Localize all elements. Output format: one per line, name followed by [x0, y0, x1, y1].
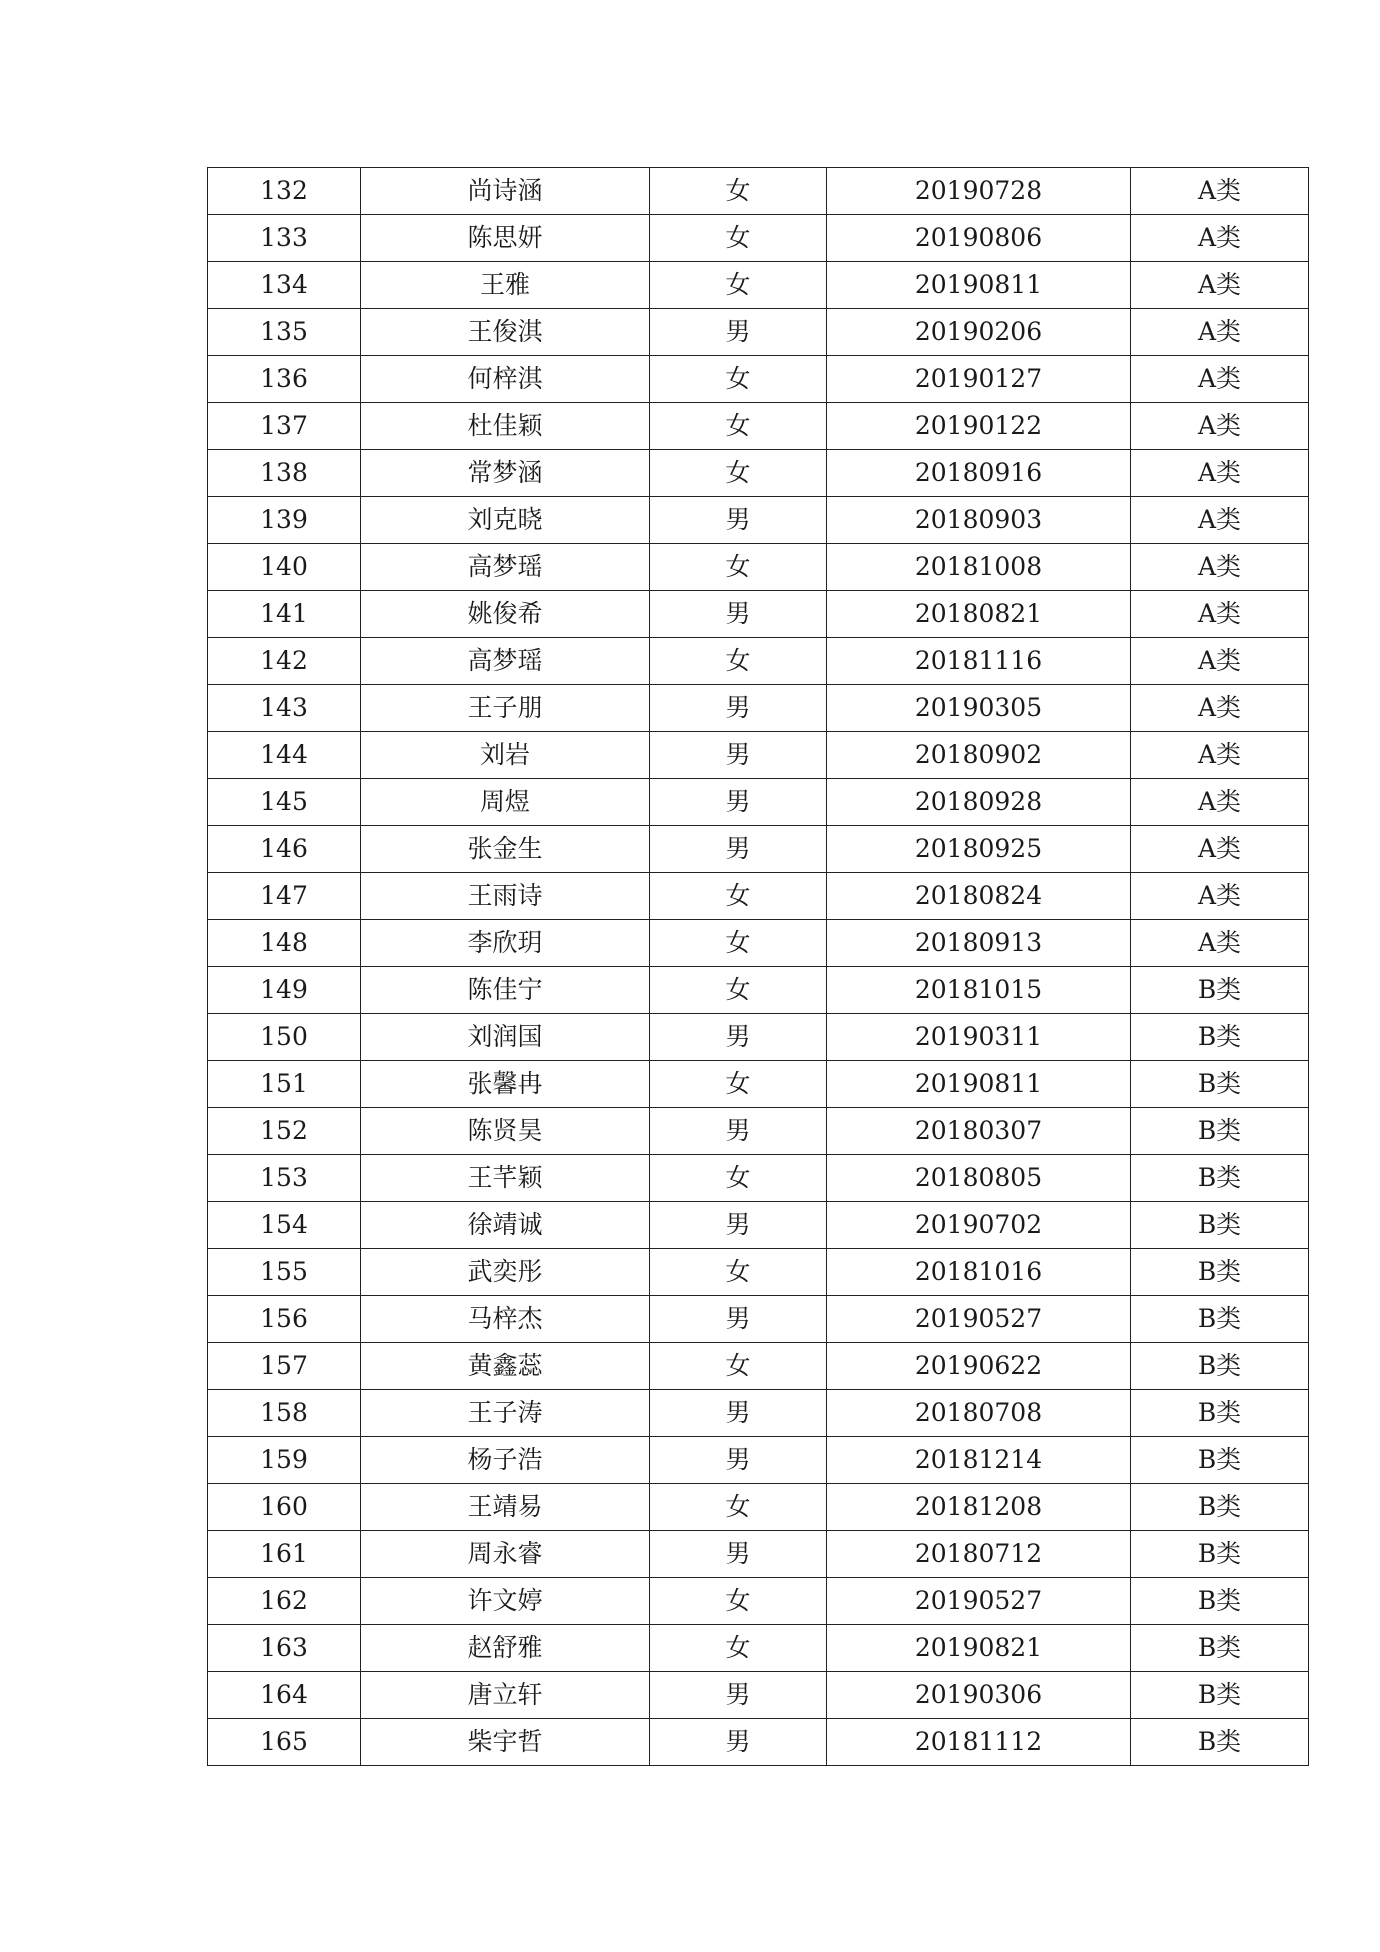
gender-cell: 男	[650, 685, 827, 732]
row-number-cell: 141	[208, 591, 361, 638]
name-cell: 王雨诗	[361, 873, 650, 920]
row-number-cell: 159	[208, 1437, 361, 1484]
row-number-cell: 157	[208, 1343, 361, 1390]
category-cell: A类	[1131, 685, 1309, 732]
category-cell: B类	[1131, 1061, 1309, 1108]
row-number-cell: 140	[208, 544, 361, 591]
row-number-cell: 161	[208, 1531, 361, 1578]
name-cell: 姚俊希	[361, 591, 650, 638]
category-cell: B类	[1131, 1484, 1309, 1531]
table-row	[208, 450, 1309, 497]
name-cell: 刘克晓	[361, 497, 650, 544]
table-row	[208, 497, 1309, 544]
date-cell: 20190306	[827, 1672, 1131, 1719]
gender-cell: 男	[650, 1014, 827, 1061]
roster-table	[207, 167, 1309, 1766]
name-cell: 马梓杰	[361, 1296, 650, 1343]
gender-cell: 女	[650, 1625, 827, 1672]
row-number-cell: 146	[208, 826, 361, 873]
gender-cell: 男	[650, 1390, 827, 1437]
category-cell: B类	[1131, 1672, 1309, 1719]
table-row	[208, 356, 1309, 403]
date-cell: 20181208	[827, 1484, 1131, 1531]
category-cell: B类	[1131, 1108, 1309, 1155]
date-cell: 20181008	[827, 544, 1131, 591]
date-cell: 20180708	[827, 1390, 1131, 1437]
name-cell: 许文婷	[361, 1578, 650, 1625]
name-cell: 王靖易	[361, 1484, 650, 1531]
date-cell: 20190728	[827, 168, 1131, 215]
name-cell: 李欣玥	[361, 920, 650, 967]
category-cell: A类	[1131, 497, 1309, 544]
table-row	[208, 544, 1309, 591]
table-row	[208, 920, 1309, 967]
table-row	[208, 309, 1309, 356]
table-row	[208, 591, 1309, 638]
date-cell: 20180902	[827, 732, 1131, 779]
gender-cell: 男	[650, 826, 827, 873]
gender-cell: 女	[650, 1061, 827, 1108]
category-cell: B类	[1131, 1014, 1309, 1061]
name-cell: 陈思妍	[361, 215, 650, 262]
name-cell: 赵舒雅	[361, 1625, 650, 1672]
name-cell: 唐立轩	[361, 1672, 650, 1719]
date-cell: 20190127	[827, 356, 1131, 403]
category-cell: A类	[1131, 544, 1309, 591]
row-number-cell: 147	[208, 873, 361, 920]
category-cell: B类	[1131, 1296, 1309, 1343]
row-number-cell: 151	[208, 1061, 361, 1108]
table-row	[208, 1108, 1309, 1155]
gender-cell: 女	[650, 1484, 827, 1531]
row-number-cell: 152	[208, 1108, 361, 1155]
table-row	[208, 685, 1309, 732]
table-row	[208, 403, 1309, 450]
gender-cell: 男	[650, 1437, 827, 1484]
name-cell: 陈贤昊	[361, 1108, 650, 1155]
roster-body	[208, 168, 1309, 1766]
row-number-cell: 149	[208, 967, 361, 1014]
category-cell: A类	[1131, 732, 1309, 779]
category-cell: B类	[1131, 1531, 1309, 1578]
gender-cell: 女	[650, 215, 827, 262]
category-cell: B类	[1131, 967, 1309, 1014]
name-cell: 高梦瑶	[361, 638, 650, 685]
date-cell: 20190527	[827, 1578, 1131, 1625]
row-number-cell: 160	[208, 1484, 361, 1531]
category-cell: A类	[1131, 591, 1309, 638]
gender-cell: 女	[650, 1578, 827, 1625]
name-cell: 刘润国	[361, 1014, 650, 1061]
date-cell: 20190622	[827, 1343, 1131, 1390]
gender-cell: 男	[650, 1531, 827, 1578]
name-cell: 王俊淇	[361, 309, 650, 356]
category-cell: A类	[1131, 873, 1309, 920]
date-cell: 20180928	[827, 779, 1131, 826]
row-number-cell: 132	[208, 168, 361, 215]
name-cell: 常梦涵	[361, 450, 650, 497]
date-cell: 20181116	[827, 638, 1131, 685]
date-cell: 20180821	[827, 591, 1131, 638]
date-cell: 20180307	[827, 1108, 1131, 1155]
row-number-cell: 143	[208, 685, 361, 732]
date-cell: 20190806	[827, 215, 1131, 262]
date-cell: 20190527	[827, 1296, 1131, 1343]
date-cell: 20190305	[827, 685, 1131, 732]
table-row	[208, 1672, 1309, 1719]
name-cell: 张金生	[361, 826, 650, 873]
name-cell: 杨子浩	[361, 1437, 650, 1484]
category-cell: A类	[1131, 168, 1309, 215]
category-cell: A类	[1131, 638, 1309, 685]
row-number-cell: 136	[208, 356, 361, 403]
table-row	[208, 1343, 1309, 1390]
category-cell: A类	[1131, 309, 1309, 356]
table-row	[208, 1484, 1309, 1531]
category-cell: A类	[1131, 450, 1309, 497]
category-cell: A类	[1131, 356, 1309, 403]
row-number-cell: 148	[208, 920, 361, 967]
date-cell: 20180903	[827, 497, 1131, 544]
date-cell: 20180913	[827, 920, 1131, 967]
name-cell: 杜佳颖	[361, 403, 650, 450]
table-row	[208, 638, 1309, 685]
gender-cell: 男	[650, 732, 827, 779]
gender-cell: 男	[650, 591, 827, 638]
row-number-cell: 142	[208, 638, 361, 685]
category-cell: B类	[1131, 1578, 1309, 1625]
category-cell: A类	[1131, 403, 1309, 450]
category-cell: A类	[1131, 215, 1309, 262]
category-cell: B类	[1131, 1437, 1309, 1484]
name-cell: 王子朋	[361, 685, 650, 732]
gender-cell: 女	[650, 1155, 827, 1202]
date-cell: 20181112	[827, 1719, 1131, 1766]
name-cell: 陈佳宁	[361, 967, 650, 1014]
gender-cell: 男	[650, 1202, 827, 1249]
table-row	[208, 1202, 1309, 1249]
date-cell: 20190811	[827, 1061, 1131, 1108]
gender-cell: 男	[650, 779, 827, 826]
gender-cell: 女	[650, 967, 827, 1014]
row-number-cell: 150	[208, 1014, 361, 1061]
row-number-cell: 134	[208, 262, 361, 309]
gender-cell: 女	[650, 544, 827, 591]
date-cell: 20180805	[827, 1155, 1131, 1202]
category-cell: A类	[1131, 920, 1309, 967]
row-number-cell: 135	[208, 309, 361, 356]
row-number-cell: 162	[208, 1578, 361, 1625]
table-row	[208, 262, 1309, 309]
name-cell: 张馨冉	[361, 1061, 650, 1108]
row-number-cell: 163	[208, 1625, 361, 1672]
name-cell: 刘岩	[361, 732, 650, 779]
name-cell: 王雅	[361, 262, 650, 309]
gender-cell: 女	[650, 403, 827, 450]
name-cell: 尚诗涵	[361, 168, 650, 215]
date-cell: 20180824	[827, 873, 1131, 920]
name-cell: 周煜	[361, 779, 650, 826]
gender-cell: 男	[650, 309, 827, 356]
row-number-cell: 153	[208, 1155, 361, 1202]
gender-cell: 女	[650, 1249, 827, 1296]
date-cell: 20180712	[827, 1531, 1131, 1578]
date-cell: 20190702	[827, 1202, 1131, 1249]
row-number-cell: 139	[208, 497, 361, 544]
row-number-cell: 165	[208, 1719, 361, 1766]
gender-cell: 男	[650, 1719, 827, 1766]
row-number-cell: 133	[208, 215, 361, 262]
table-row	[208, 732, 1309, 779]
category-cell: B类	[1131, 1202, 1309, 1249]
row-number-cell: 137	[208, 403, 361, 450]
table-row	[208, 1531, 1309, 1578]
table-row	[208, 873, 1309, 920]
category-cell: B类	[1131, 1155, 1309, 1202]
gender-cell: 女	[650, 450, 827, 497]
category-cell: B类	[1131, 1249, 1309, 1296]
name-cell: 王子涛	[361, 1390, 650, 1437]
date-cell: 20180925	[827, 826, 1131, 873]
name-cell: 周永睿	[361, 1531, 650, 1578]
row-number-cell: 155	[208, 1249, 361, 1296]
category-cell: A类	[1131, 262, 1309, 309]
gender-cell: 男	[650, 497, 827, 544]
name-cell: 黄鑫蕊	[361, 1343, 650, 1390]
date-cell: 20181016	[827, 1249, 1131, 1296]
name-cell: 何梓淇	[361, 356, 650, 403]
date-cell: 20190311	[827, 1014, 1131, 1061]
table-row	[208, 168, 1309, 215]
category-cell: B类	[1131, 1719, 1309, 1766]
name-cell: 王芊颖	[361, 1155, 650, 1202]
table-row	[208, 215, 1309, 262]
row-number-cell: 156	[208, 1296, 361, 1343]
gender-cell: 女	[650, 920, 827, 967]
row-number-cell: 144	[208, 732, 361, 779]
table-row	[208, 1296, 1309, 1343]
table-row	[208, 1061, 1309, 1108]
row-number-cell: 158	[208, 1390, 361, 1437]
category-cell: B类	[1131, 1343, 1309, 1390]
gender-cell: 女	[650, 262, 827, 309]
row-number-cell: 154	[208, 1202, 361, 1249]
row-number-cell: 138	[208, 450, 361, 497]
gender-cell: 男	[650, 1108, 827, 1155]
category-cell: A类	[1131, 826, 1309, 873]
date-cell: 20181214	[827, 1437, 1131, 1484]
name-cell: 柴宇哲	[361, 1719, 650, 1766]
table-row	[208, 1625, 1309, 1672]
table-row	[208, 779, 1309, 826]
gender-cell: 男	[650, 1296, 827, 1343]
date-cell: 20190206	[827, 309, 1131, 356]
name-cell: 武奕彤	[361, 1249, 650, 1296]
row-number-cell: 145	[208, 779, 361, 826]
category-cell: B类	[1131, 1390, 1309, 1437]
gender-cell: 女	[650, 873, 827, 920]
table-row	[208, 1719, 1309, 1766]
date-cell: 20190811	[827, 262, 1131, 309]
table-row	[208, 967, 1309, 1014]
gender-cell: 男	[650, 1672, 827, 1719]
table-row	[208, 1578, 1309, 1625]
category-cell: B类	[1131, 1625, 1309, 1672]
date-cell: 20180916	[827, 450, 1131, 497]
name-cell: 高梦瑶	[361, 544, 650, 591]
table-row	[208, 1014, 1309, 1061]
row-number-cell: 164	[208, 1672, 361, 1719]
table-row	[208, 1437, 1309, 1484]
gender-cell: 女	[650, 168, 827, 215]
table-row	[208, 1249, 1309, 1296]
date-cell: 20190122	[827, 403, 1131, 450]
table-row	[208, 1390, 1309, 1437]
table-row	[208, 1155, 1309, 1202]
date-cell: 20181015	[827, 967, 1131, 1014]
category-cell: A类	[1131, 779, 1309, 826]
table-row	[208, 826, 1309, 873]
date-cell: 20190821	[827, 1625, 1131, 1672]
name-cell: 徐靖诚	[361, 1202, 650, 1249]
gender-cell: 女	[650, 638, 827, 685]
gender-cell: 女	[650, 1343, 827, 1390]
gender-cell: 女	[650, 356, 827, 403]
